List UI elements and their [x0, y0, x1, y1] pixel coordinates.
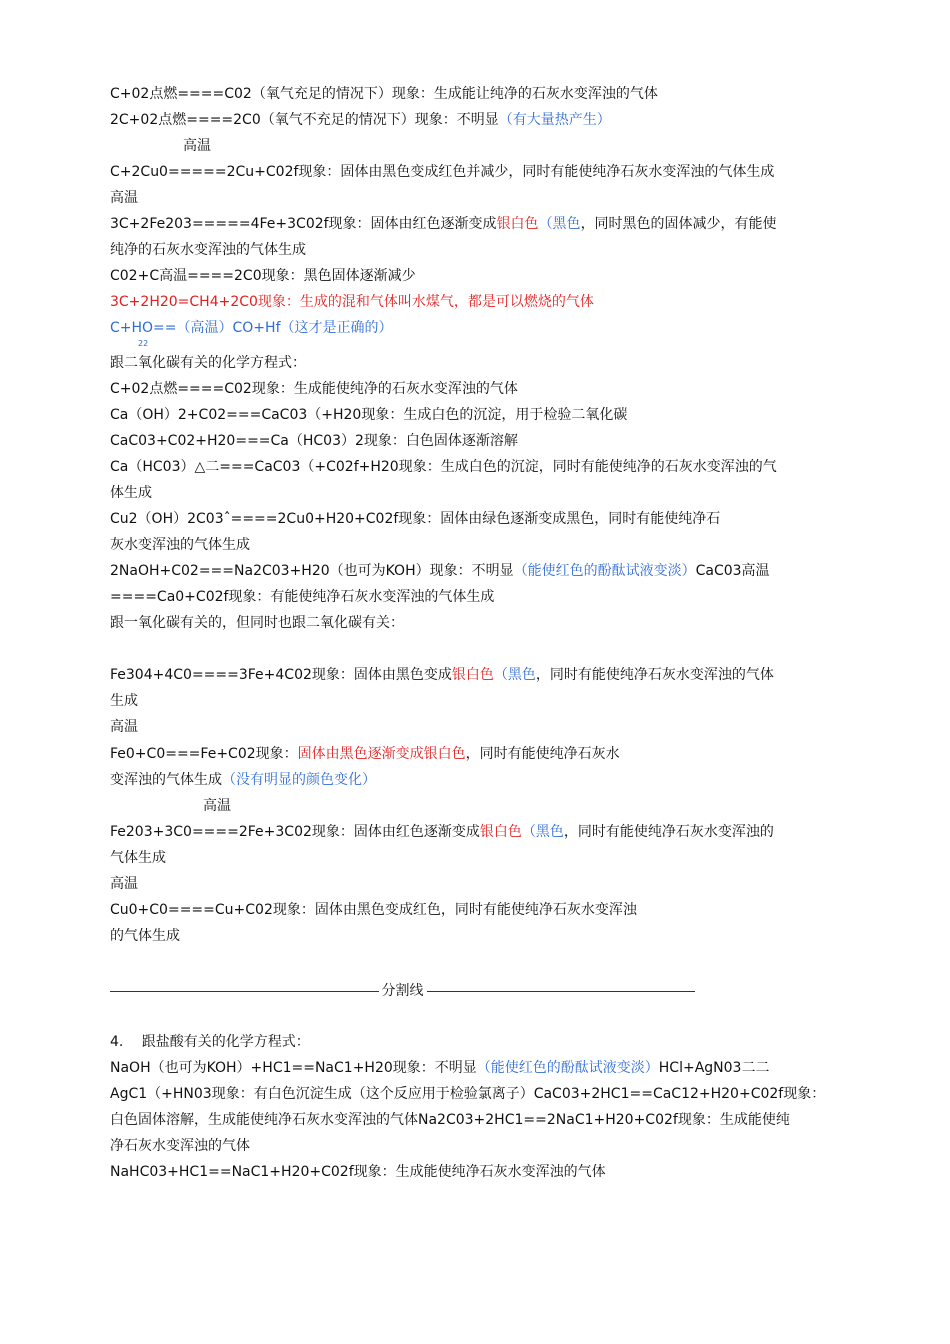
text: C+02点燃====C02（氧气充足的情况下）现象：生成能让纯净的石灰水变浑浊的气体 [110, 86, 658, 102]
divider-line-left [110, 991, 379, 992]
line-33 [110, 1033, 830, 1051]
text: ====Ca0+C02f现象：有能使纯净石灰水变浑浊的气体生成 [110, 589, 495, 605]
text: 2NaOH+C02===Na2C03+H20（也可为KOH）现象：不明显 [110, 563, 514, 579]
text: 纯净的石灰水变浑浊的气体生成 [110, 242, 306, 258]
highlight-blue: （能使红色的酚酞试液变淡） [476, 1060, 659, 1076]
line-6 [110, 215, 830, 233]
line-24 [110, 718, 830, 736]
text: Cu0+C0====Cu+C02现象：固体由黑色变成红色，同时有能使纯净石灰水变浑浊 [110, 902, 637, 918]
text: Fe0+C0===Fe+C02现象： [110, 746, 298, 762]
line-28 [110, 823, 830, 841]
line-19 [110, 562, 830, 580]
line-7 [110, 241, 830, 259]
line-10 [110, 319, 830, 337]
text: ，同时有能使纯净石灰水变浑浊的气体 [535, 667, 774, 683]
text: 的气体生成 [110, 928, 180, 944]
line-34 [110, 1059, 830, 1077]
line-32 [110, 927, 830, 945]
line-36 [110, 1111, 830, 1129]
text: 灰水变浑浊的气体生成 [110, 537, 250, 553]
text: 2C+02点燃====2C0（氧气不充足的情况下）现象：不明显 [110, 112, 499, 128]
text: 气体生成 [110, 850, 166, 866]
text: 22 [138, 339, 149, 348]
text: ，同时有能使纯净石灰水变浑浊的 [563, 824, 774, 840]
line-20 [110, 588, 830, 606]
text: 高温 [203, 798, 231, 814]
text: Ca（OH）2+C02===CaC03（+H20现象：生成白色的沉淀，用于检验二氧化碳 [110, 407, 628, 423]
line-21 [110, 614, 830, 632]
line-9 [110, 293, 830, 311]
highlight-blue: （有大量热产生） [498, 112, 611, 128]
text: CaC03高温 [695, 563, 770, 579]
highlight-blue: （黑色 [493, 667, 536, 683]
text: 3C+2H20=CH4+2C0现象：生成的混和气体叫水煤气，都是可以燃烧的气体 [110, 294, 594, 310]
text: 变浑浊的气体生成 [110, 772, 222, 788]
line-31 [110, 901, 830, 919]
line-12 [110, 380, 830, 398]
highlight-blue: （没有明显的颜色变化） [222, 772, 376, 788]
divider [110, 983, 695, 999]
line-15 [110, 458, 830, 476]
line-22 [110, 666, 830, 684]
line-2 [110, 111, 830, 129]
line-18 [110, 536, 830, 554]
text: Ca（HC03）△二===CaC03（+C02f+H20现象：生成白色的沉淀，同时有能使纯净的石灰水变浑浊的气 [110, 459, 777, 475]
line-4 [110, 163, 830, 181]
text: 3C+2Fe203=====4Fe+3C02f现象：固体由红色逐渐变成 [110, 216, 497, 232]
text: 跟二氧化碳有关的化学方程式： [110, 355, 306, 371]
text: NaHC03+HC1==NaC1+H20+C02f现象：生成能使纯净石灰水变浑浊的气体 [110, 1164, 606, 1180]
text: 高温 [110, 876, 138, 892]
highlight-red: 固体由黑色逐渐变成银白色 [297, 746, 466, 762]
highlight-blue: （能使红色的酚酞试液变淡） [513, 563, 696, 579]
highlight-red: 银白色 [479, 824, 522, 840]
line-35 [110, 1085, 830, 1103]
text: AgC1（+HN03现象：有白色沉淀生成（这个反应用于检验氯离子）CaC03+2HC1==CaC12+H20+C02f现象： [110, 1086, 826, 1102]
line-10-subscripts [138, 339, 858, 349]
line-23 [110, 692, 830, 710]
text: 高温 [183, 138, 211, 154]
text: 高温 [110, 719, 138, 735]
text: 体生成 [110, 485, 152, 501]
line-26 [110, 771, 830, 789]
highlight-red: 银白色 [451, 667, 494, 683]
text: Fe304+4C0====3Fe+4C02现象：固体由黑色变成 [110, 667, 452, 683]
line-17 [110, 510, 830, 528]
text: 4. 跟盐酸有关的化学方程式： [110, 1034, 310, 1050]
line-37 [110, 1137, 830, 1155]
text: C+02点燃====C02现象：生成能使纯净的石灰水变浑浊的气体 [110, 381, 518, 397]
text: CaC03+C02+H20===Ca（HC03）2现象：白色固体逐渐溶解 [110, 433, 518, 449]
line-16 [110, 484, 830, 502]
text: NaOH（也可为KOH）+HC1==NaC1+H20现象：不明显 [110, 1060, 477, 1076]
line-3 [183, 137, 903, 155]
line-25 [110, 745, 830, 763]
text: 高温 [110, 190, 138, 206]
line-13 [110, 406, 830, 424]
line-29 [110, 849, 830, 867]
text: ，同时黑色的固体减少，有能使 [580, 216, 777, 232]
line-5 [110, 189, 830, 207]
highlight-red: 银白色 [496, 216, 539, 232]
divider-line-right [427, 991, 696, 992]
line-1 [110, 85, 830, 103]
line-8 [110, 267, 830, 285]
line-38 [110, 1163, 830, 1181]
highlight-blue: （黑色 [521, 824, 564, 840]
line-27 [203, 797, 923, 815]
text: 跟一氧化碳有关的，但同时也跟二氧化碳有关： [110, 615, 404, 631]
text: 白色固体溶解，生成能使纯净石灰水变浑浊的气体Na2C03+2HC1==2NaC1+H20+C02f现象：生成能使纯 [110, 1112, 790, 1128]
line-14 [110, 432, 830, 450]
highlight-blue: （黑色 [538, 216, 581, 232]
text: C+HO==（高温）CO+Hf（这才是正确的） [110, 320, 393, 336]
text: C02+C高温====2C0现象：黑色固体逐渐减少 [110, 268, 416, 284]
text: C+2Cu0=====2Cu+C02f现象：固体由黑色变成红色并减少，同时有能使纯净石灰水变浑浊的气体生成 [110, 164, 775, 180]
text: Fe203+3C0====2Fe+3C02现象：固体由红色逐渐变成 [110, 824, 480, 840]
text: Cu2（OH）2C03ˆ====2Cu0+H20+C02f现象：固体由绿色逐渐变成黑色，同时有能使纯净石 [110, 511, 721, 527]
text: 净石灰水变浑浊的气体 [110, 1138, 250, 1154]
text: ，同时有能使纯净石灰水 [465, 746, 620, 762]
line-30 [110, 875, 830, 893]
text: 生成 [110, 693, 138, 709]
divider-label: 分割线 [381, 983, 424, 999]
text: HCl+AgN03二二 [658, 1060, 770, 1076]
line-11 [110, 354, 830, 372]
